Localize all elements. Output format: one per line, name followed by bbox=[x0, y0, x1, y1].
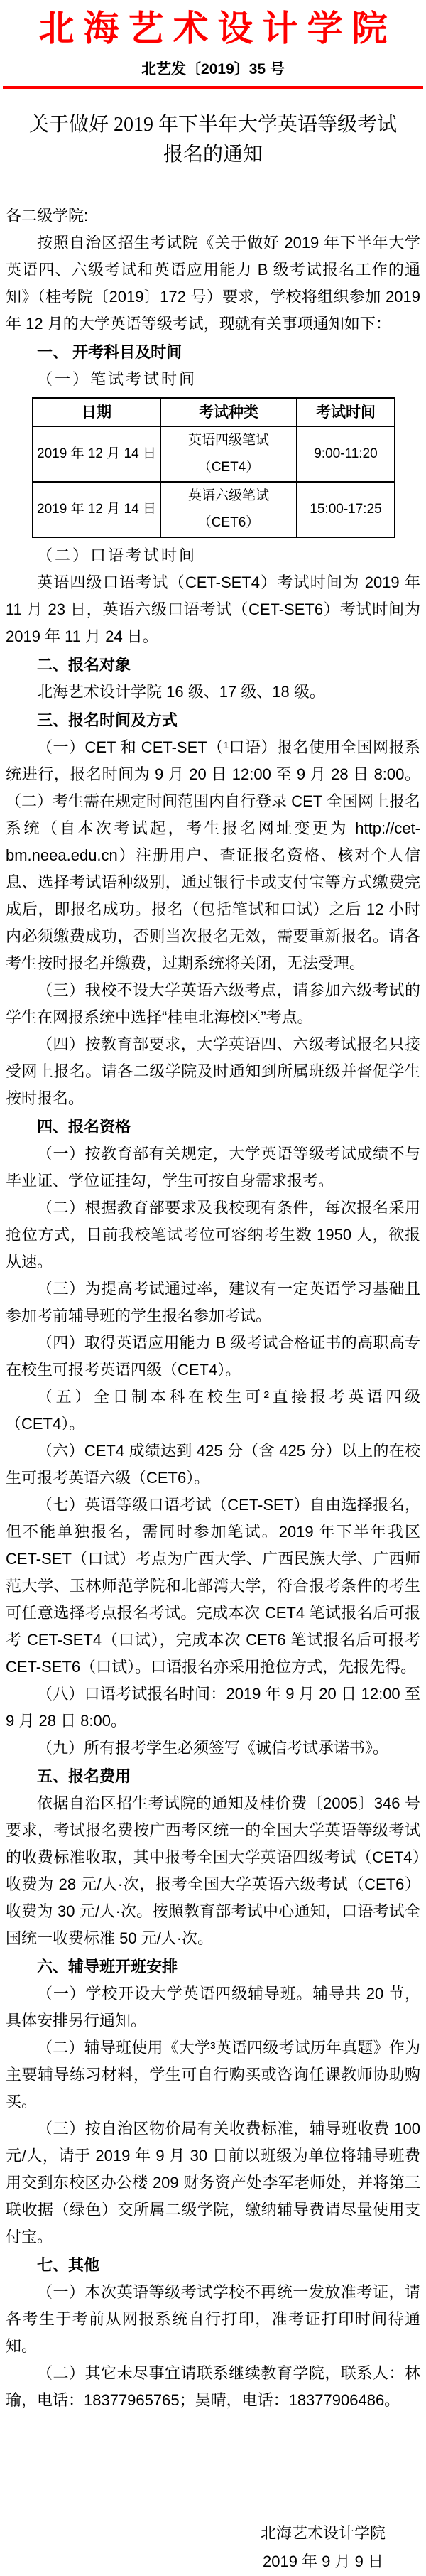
section-6-item-2: （二）辅导班使用《大学³英语四级考试历年真题》作为主要辅导练习材料，学生可自行购买或咨询任课教师协助购买。 bbox=[6, 2039, 420, 2111]
document-title-line1: 关于做好 2019 年下半年大学英语等级考试 bbox=[28, 114, 397, 136]
table-row-cet4 bbox=[33, 426, 395, 482]
document-number: 北艺发〔2019〕35 号 bbox=[141, 61, 285, 77]
section-4-item-8: （八）口语考试报名时间：2019 年 9 月 20 日 12:00 至 9 月 28 日 8:00。 bbox=[6, 1685, 420, 1730]
intro-paragraph: 按照自治区招生考试院《关于做好 2019 年下半年大学英语四、六级考试和英语应用能力 B 级考试报名工作的通知》（桂考院〔2019〕172 号）要求，学校将组织参加 2019 年 12 月的大学英语等级考试，现就有关事项通知如下： bbox=[6, 234, 420, 333]
table-cell-exam-time: 15:00-17:25 bbox=[297, 482, 395, 537]
table-header-row bbox=[33, 398, 395, 426]
school-name: 北海艺术设计学院 bbox=[38, 9, 397, 48]
section-7-heading: 七、其他 bbox=[37, 2256, 100, 2274]
document-title bbox=[0, 110, 426, 170]
table-cell-exam-time: 9:00-11:20 bbox=[297, 426, 395, 482]
oral-exam-paragraph: 英语四级口语考试（CET-SET4）考试时间为 2019 年 11 月 23 日，英语六级口语考试（CET-SET6）考试时间为 2019 年 11 月 24 日。 bbox=[6, 573, 420, 645]
signature-org: 北海艺术设计学院 bbox=[260, 2524, 386, 2542]
table-cell-date: 2019 年 12 月 14 日 bbox=[33, 426, 160, 482]
section-4-item-2: （二）根据教育部要求及我校现有条件，每次报名采用抢位方式，目前我校笔试考位可容纳考生数 1950 人，欲报从速。 bbox=[6, 1199, 420, 1271]
written-exam-table bbox=[32, 397, 395, 538]
section-3-item-3: （四）按教育部要求，大学英语四、六级考试报名只接受网上报名。请各二级学院及时通知到所属班级并督促学生按时报名。 bbox=[6, 1035, 420, 1107]
section-5-paragraph: 依据自治区招生考试院的通知及桂价费〔2005〕346 号要求，考试报名费按广西考区统一的全国大学英语等级考试的收费标准收取，其中报考全国大学英语四级考试（CET4）收费为 28 元/人·次，报考全国大学英语六级考试（CET6）收费为 30 元/人·次。按照教育部考试中心通知，口语考试全国统一收费标准 50 元/人·次。 bbox=[6, 1794, 420, 1947]
section-4-item-3: （三）为提高考试通过率，建议有一定英语学习基础且参加考前辅导班的学生报名参加考试。 bbox=[6, 1280, 420, 1325]
signature-block bbox=[234, 2519, 412, 2576]
table-row-cet6 bbox=[33, 482, 395, 537]
section-1-heading: 一、 开考科目及时间 bbox=[37, 343, 182, 361]
section-6-heading: 六、辅导班开班安排 bbox=[37, 1958, 178, 1976]
table-header-date: 日期 bbox=[33, 398, 160, 426]
section-3-item-1: （一）CET 和 CET-SET（¹口语）报名使用全国网报系统进行，报名时间为 9 月 20 日 12:00 至 9 月 28 日 8:00。（二）考生需在规定时间范围内自行登录 CET 全国网上报名系统（自本次考试起，考生报名网址变更为 http://cet-bm.neea.edu.cn）注册用户、查证报名资格、核对个人信息、选择考试语种级别，通过银行卡或支付宝等方式缴费完成后，即报名成功。报名（包括笔试和口试）之后 12 小时内必须缴费成功，否则当次报名无效，需要重新报名。请各考生按时报名并缴费，过期系统将关闭，无法受理。 bbox=[6, 738, 420, 972]
document-title-line2: 报名的通知 bbox=[163, 144, 263, 166]
table-cell-date: 2019 年 12 月 14 日 bbox=[33, 482, 160, 537]
section-4-item-6: （六）CET4 成绩达到 425 分（含 425 分）以上的在校生可报考英语六级（CET6）。 bbox=[6, 1442, 420, 1487]
table-cell-exam-type: 英语四级笔试（CET4） bbox=[160, 426, 297, 482]
section-4-heading: 四、报名资格 bbox=[37, 1118, 131, 1136]
section-4-item-7: （七）英语等级口语考试（CET-SET）自由选择报名，但不能单独报名，需同时参加笔试。2019 年下半年我区 CET-SET（口试）考点为广西大学、广西民族大学、广西师范大学、玉林师范学院和北部湾大学，符合报考条件的考生可任意选择考点报名考试。完成本次 CET4 笔试报名后可报考 CET-SET4（口试），完成本次 CET6 笔试报名后可报考 CET-SET6（口试）。口语报名亦采用抢位方式，先报先得。 bbox=[6, 1496, 420, 1676]
written-exam-subheading: （一）笔试考试时间 bbox=[37, 370, 197, 388]
section-4-item-1: （一）按教育部有关规定，大学英语等级考试成绩不与毕业证、学位证挂勾，学生可按自身需求报考。 bbox=[6, 1145, 420, 1190]
section-5-heading: 五、报名费用 bbox=[37, 1767, 131, 1785]
section-7-item-2: （二）其它未尽事宜请联系继续教育学院，联系人：林瑜，电话：18377965765；吴晴，电话：18377906486。 bbox=[6, 2364, 420, 2409]
section-2-heading: 二、报名对象 bbox=[37, 656, 131, 674]
section-6-item-3: （三）按自治区物价局有关收费标准，辅导班收费 100 元/人，请于 2019 年 9 月 30 日前以班级为单位将辅导班费用交到东校区办公楼 209 财务资产处李军老师处，并将第三联收据（绿色）交所属二级学院，缴纳辅导费请尽量使用支付宝。 bbox=[6, 2120, 420, 2246]
oral-exam-subheading: （二）口语考试时间 bbox=[37, 546, 197, 564]
section-4-item-4: （四）取得英语应用能力 B 级考试合格证书的高职高专在校生可报考英语四级（CET4）。 bbox=[6, 1334, 420, 1379]
table-cell-exam-type: 英语六级笔试（CET6） bbox=[160, 482, 297, 537]
red-divider bbox=[3, 86, 423, 89]
table-header-exam-time: 考试时间 bbox=[297, 398, 395, 426]
table-header-exam-type: 考试种类 bbox=[160, 398, 297, 426]
section-4-item-5: （五）全日制本科在校生可²直接报考英语四级（CET4）。 bbox=[6, 1388, 420, 1433]
signature-date: 2019 年 9 月 9 日 bbox=[263, 2553, 383, 2570]
document-body bbox=[0, 203, 426, 2414]
salutation: 各二级学院: bbox=[6, 207, 89, 225]
section-3-item-2: （三）我校不设大学英语六级考点，请参加六级考试的学生在网报系统中选择“桂电北海校区”考点。 bbox=[6, 981, 420, 1026]
section-4-item-9: （九）所有报考学生必须签写《诚信考试承诺书》。 bbox=[37, 1739, 389, 1757]
section-6-item-1: （一）学校开设大学英语四级辅导班。辅导共 20 节，具体安排另行通知。 bbox=[6, 1985, 420, 2030]
section-7-item-1: （一）本次英语等级考试学校不再统一发放准考证，请各考生于考前从网报系统自行打印，准考证打印时间待通知。 bbox=[6, 2283, 420, 2355]
section-2-paragraph: 北海艺术设计学院 16 级、17 级、18 级。 bbox=[37, 683, 325, 701]
section-3-heading: 三、报名时间及方式 bbox=[37, 711, 178, 729]
